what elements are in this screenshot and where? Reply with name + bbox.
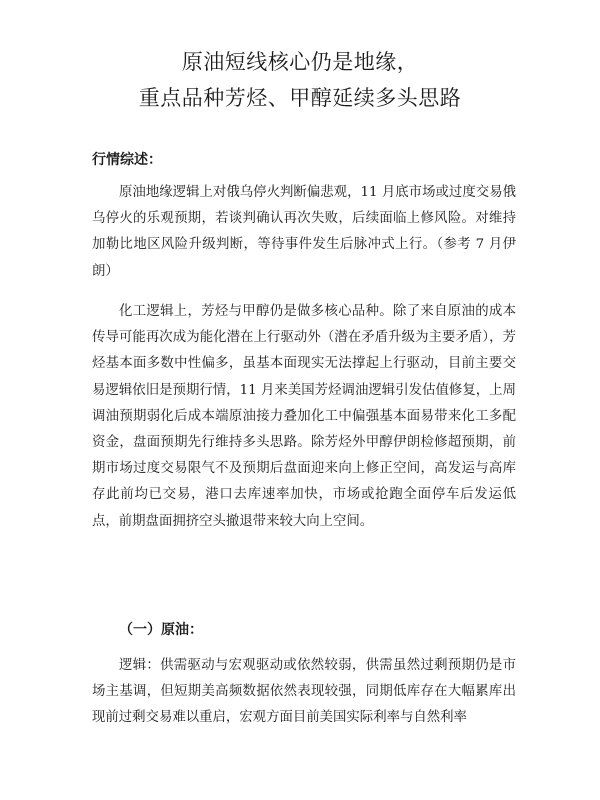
paragraph-chemical-logic: 化工逻辑上，芳烃与甲醇仍是做多核心品种。除了来自原油的成本传导可能再次成为能化潜在上行驱动外（潜在矛盾升级为主要矛盾），芳烃基本面多数中性偏多，虽基本面现实无法撑起上行驱动，目前主要交易逻辑依旧是预期行情，11 月来美国芳烃调油逻辑引发估值修复，上周调油预期弱化后成本端原油接力叠加化工中偏强基本面易带来化工多配资金，盘面预期先行维持多头思路。除芳烃外甲醇伊朗检修超预期，前期市场过度交易限气不及预期后盘面迎来向上修正空间，高发运与高库存此前均已交易，港口去库速率加快，市场或抢跑全面停车后发运低点，前期盘面拥挤空头撤退带来较大向上空间。	[92, 304, 516, 529]
paragraph-crude-logic: 逻辑：供需驱动与宏观驱动或依然较弱，供需虽然过剩预期仍是市场主基调，但短期美高频数据依然表现较强，同期低库存在大幅累库出现前过剩交易难以重启，宏观方面目前美国实际利率与自然利率	[92, 658, 516, 726]
section-heading-market-overview: 行情综述：	[92, 152, 162, 168]
sub-heading-crude-oil: （一）原油：	[119, 622, 203, 638]
document-title	[0, 44, 600, 116]
title-line-2: 重点品种芳烃、甲醇延续多头思路	[138, 86, 462, 110]
paragraph-crude-geopolitics: 原油地缘逻辑上对俄乌停火判断偏悲观，11 月底市场或过度交易俄乌停火的乐观预期，若谈判确认再次失败，后续面临上修风险。对维持加勒比地区风险升级判断，等待事件发生后脉冲式上行。（参考 7 月伊朗）	[92, 185, 516, 279]
title-line-1: 原油短线核心仍是地缘，	[181, 50, 419, 74]
